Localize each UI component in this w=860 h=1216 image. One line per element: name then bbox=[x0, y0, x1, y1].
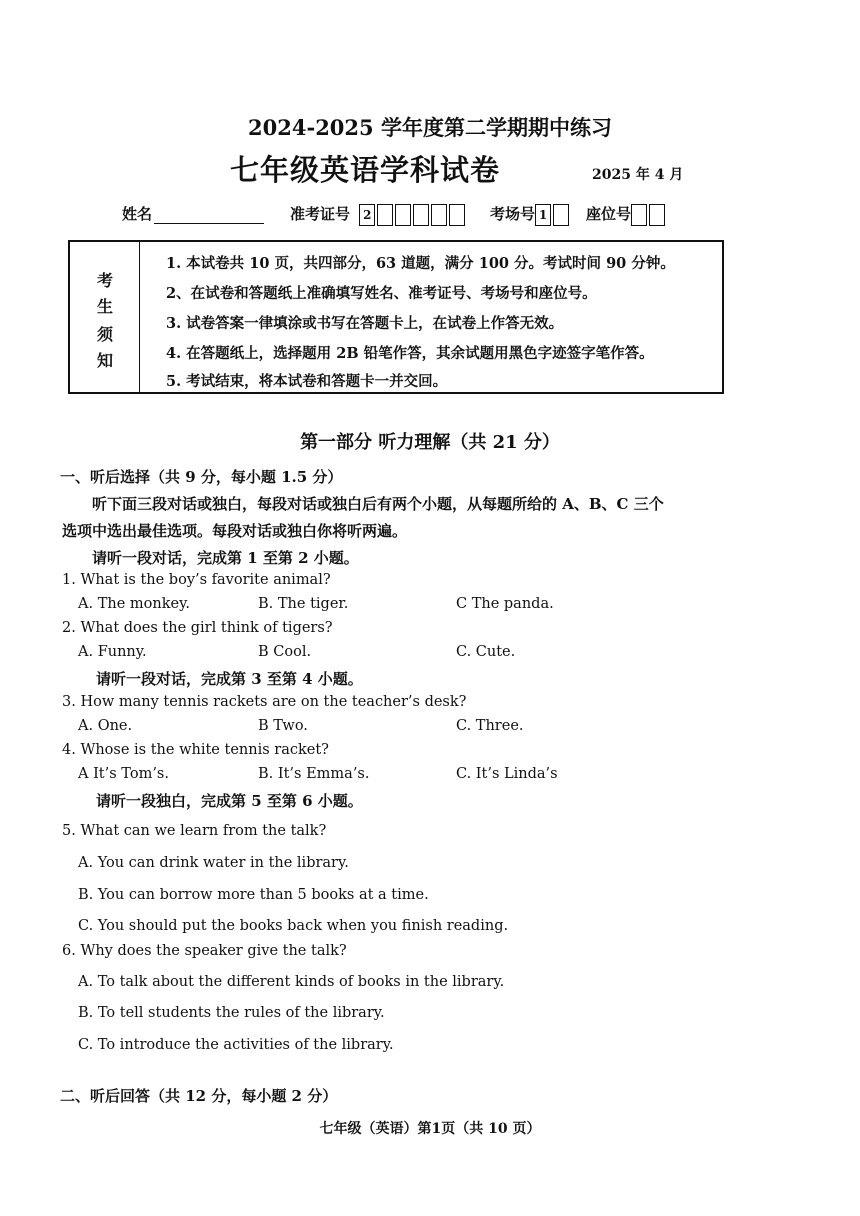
option-b: B. The tiger. bbox=[258, 596, 349, 612]
question-stem: 1. What is the boy’s favorite animal? bbox=[62, 572, 331, 588]
option-b: B. To tell students the rules of the library. bbox=[78, 1005, 385, 1021]
notice-side-label bbox=[70, 242, 140, 392]
notice-line: 3. 试卷答案一律填涂或书写在答题卡上，在试卷上作答无效。 bbox=[166, 315, 564, 332]
exam-title-line1: 2024-2025 学年度第二学期期中练习 bbox=[248, 115, 612, 140]
exam-id-field[interactable] bbox=[290, 203, 467, 226]
notice-line: 1. 本试卷共 10 页，共四部分，63 道题，满分 100 分。考试时间 90 分钟。 bbox=[166, 255, 675, 272]
name-blank bbox=[154, 223, 264, 224]
seat-label: 座位号 bbox=[586, 205, 632, 223]
exam-date: 2025 年 4 月 bbox=[592, 167, 684, 183]
option-a: A. You can drink water in the library. bbox=[78, 855, 349, 871]
exam-title-line2: 七年级英语学科试卷 bbox=[230, 153, 501, 187]
option-c: C. It’s Linda’s bbox=[456, 766, 558, 782]
option-c: C. You should put the books back when you finish reading. bbox=[78, 918, 509, 934]
exam-id-digit bbox=[377, 204, 393, 226]
section1-title: 一、听后选择（共 9 分，每小题 1.5 分） bbox=[60, 468, 343, 486]
notice-side-char: 考 bbox=[96, 271, 113, 290]
part1-title: 第一部分 听力理解（共 21 分） bbox=[300, 432, 560, 453]
option-c: C. To introduce the activities of the library. bbox=[78, 1037, 394, 1053]
option-b: B Two. bbox=[258, 718, 308, 734]
exam-id-digit bbox=[449, 204, 465, 226]
notice-side-char: 生 bbox=[96, 297, 113, 316]
option-a: A. Funny. bbox=[78, 644, 147, 660]
exam-id-digit bbox=[431, 204, 447, 226]
instruction-line: 听下面三段对话或独白，每段对话或独白后有两个小题，从每题所给的 A、B、C 三个 bbox=[92, 495, 664, 513]
option-a: A. One. bbox=[78, 718, 133, 734]
room-label: 考场号 bbox=[490, 205, 536, 223]
exam-id-boxes bbox=[359, 205, 467, 223]
question-stem: 3. How many tennis rackets are on the teacher’s desk? bbox=[62, 694, 467, 710]
notice-side-char: 知 bbox=[96, 351, 113, 370]
option-b: B Cool. bbox=[258, 644, 312, 660]
option-c: C. Cute. bbox=[456, 644, 516, 660]
option-b: B. It’s Emma’s. bbox=[258, 766, 370, 782]
question-stem: 5. What can we learn from the talk? bbox=[62, 823, 327, 839]
name-field[interactable] bbox=[122, 203, 264, 224]
dialog1-prompt: 请听一段对话，完成第 1 至第 2 小题。 bbox=[92, 549, 359, 567]
notice-line: 4. 在答题纸上，选择题用 2B 铅笔作答，其余试题用黑色字迹签字笔作答。 bbox=[166, 345, 654, 362]
page-footer: 七年级（英语）第1页（共 10 页） bbox=[319, 1121, 541, 1137]
exam-id-digit bbox=[413, 204, 429, 226]
option-c: C. Three. bbox=[456, 718, 524, 734]
notice-side-char: 须 bbox=[96, 325, 113, 344]
room-digit bbox=[553, 204, 569, 226]
name-label: 姓名 bbox=[122, 205, 153, 223]
seat-field[interactable] bbox=[586, 203, 667, 226]
section2-title: 二、听后回答（共 12 分，每小题 2 分） bbox=[60, 1087, 338, 1105]
option-a: A. To talk about the different kinds of books in the library. bbox=[78, 974, 505, 990]
exam-id-digit: 2 bbox=[359, 204, 375, 226]
room-field[interactable] bbox=[490, 203, 571, 226]
option-c: C The panda. bbox=[456, 596, 554, 612]
question-stem: 6. Why does the speaker give the talk? bbox=[62, 943, 347, 959]
instruction-line: 选项中选出最佳选项。每段对话或独白你将听两遍。 bbox=[62, 522, 408, 540]
question-stem: 4. Whose is the white tennis racket? bbox=[62, 742, 329, 758]
option-a: A. The monkey. bbox=[78, 596, 190, 612]
dialog2-prompt: 请听一段对话，完成第 3 至第 4 小题。 bbox=[96, 670, 363, 688]
option-a: A It’s Tom’s. bbox=[78, 766, 169, 782]
candidate-notice-box bbox=[68, 240, 724, 394]
seat-digit bbox=[631, 204, 647, 226]
question-stem: 2. What does the girl think of tigers? bbox=[62, 620, 333, 636]
notice-line: 5. 考试结束，将本试卷和答题卡一并交回。 bbox=[166, 373, 448, 390]
option-b: B. You can borrow more than 5 books at a time. bbox=[78, 887, 429, 903]
exam-id-label: 准考证号 bbox=[290, 205, 351, 223]
notice-line: 2、在试卷和答题纸上准确填写姓名、准考证号、考场号和座位号。 bbox=[166, 285, 597, 302]
exam-id-digit bbox=[395, 204, 411, 226]
seat-digit bbox=[649, 204, 665, 226]
room-digit: 1 bbox=[535, 204, 551, 226]
monologue-prompt: 请听一段独白，完成第 5 至第 6 小题。 bbox=[96, 792, 363, 810]
